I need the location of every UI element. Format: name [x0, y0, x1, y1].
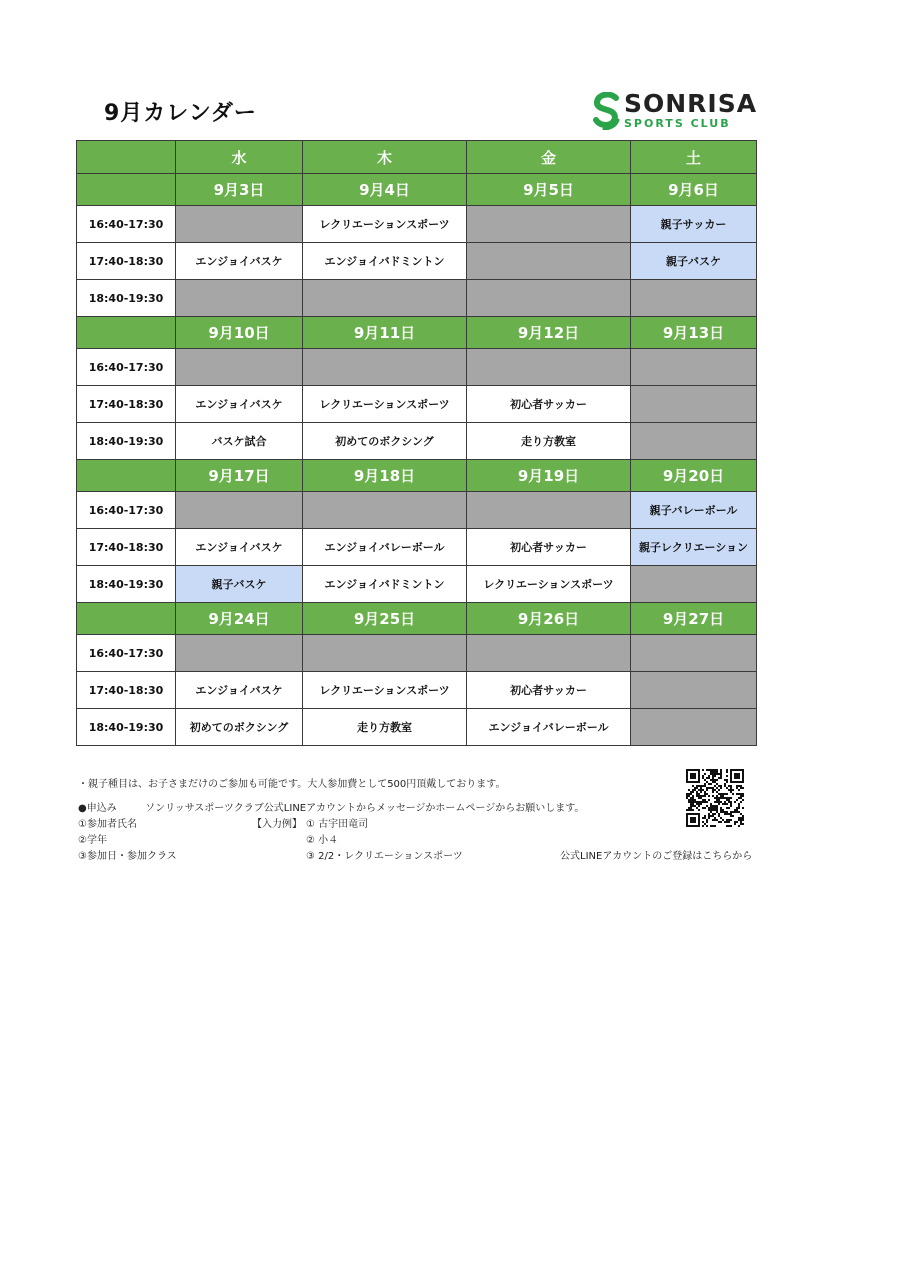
- date-row: [77, 603, 757, 635]
- date-sat: 9月20日: [631, 460, 757, 492]
- class-cell: 初心者サッカー: [467, 386, 631, 423]
- class-cell: バスケ試合: [176, 423, 303, 460]
- corner-cell: [77, 141, 176, 174]
- empty-cell: [631, 349, 757, 386]
- time-slot-row: [77, 206, 757, 243]
- empty-cell: [303, 280, 467, 317]
- time-slot-row: [77, 635, 757, 672]
- page-title: 9月カレンダー: [104, 101, 257, 126]
- date-row: [77, 317, 757, 349]
- qr-caption: 公式LINEアカウントのご登録はこちらから: [560, 851, 753, 862]
- class-cell: エンジョイバスケ: [176, 243, 303, 280]
- family-note: ・親子種目は、お子さまだけのご参加も可能です。大人参加費として500円頂戴しております。: [78, 779, 506, 790]
- class-cell: エンジョイバスケ: [176, 529, 303, 566]
- empty-cell: [303, 349, 467, 386]
- time-slot-label: 18:40-19:30: [77, 280, 176, 317]
- date-fri: 9月26日: [467, 603, 631, 635]
- class-cell: レクリエーションスポーツ: [303, 206, 467, 243]
- date-wed: 9月17日: [176, 460, 303, 492]
- time-slot-label: 18:40-19:30: [77, 423, 176, 460]
- time-slot-row: [77, 243, 757, 280]
- dow-wed: 水: [176, 141, 303, 174]
- class-cell: 親子レクリエーション: [631, 529, 757, 566]
- empty-cell: [631, 672, 757, 709]
- apply-label: ●申込み: [78, 803, 117, 814]
- date-row-corner: [77, 317, 176, 349]
- sonrisa-logo: [592, 89, 758, 132]
- time-slot-label: 17:40-18:30: [77, 386, 176, 423]
- date-fri: 9月12日: [467, 317, 631, 349]
- dow-sat: 土: [631, 141, 757, 174]
- time-slot-label: 17:40-18:30: [77, 529, 176, 566]
- empty-cell: [631, 423, 757, 460]
- date-thu: 9月11日: [303, 317, 467, 349]
- field-1: ①参加者氏名: [78, 819, 137, 830]
- empty-cell: [467, 280, 631, 317]
- time-slot-label: 16:40-17:30: [77, 206, 176, 243]
- empty-cell: [303, 492, 467, 529]
- date-sat: 9月6日: [631, 174, 757, 206]
- class-cell: エンジョイバレーボール: [467, 709, 631, 746]
- class-cell: 走り方教室: [303, 709, 467, 746]
- date-row-corner: [77, 174, 176, 206]
- date-thu: 9月18日: [303, 460, 467, 492]
- time-slot-row: [77, 566, 757, 603]
- time-slot-row: [77, 386, 757, 423]
- calendar-table: [76, 140, 757, 746]
- date-wed: 9月10日: [176, 317, 303, 349]
- class-cell: エンジョイバスケ: [176, 386, 303, 423]
- date-wed: 9月24日: [176, 603, 303, 635]
- time-slot-label: 18:40-19:30: [77, 566, 176, 603]
- empty-cell: [631, 386, 757, 423]
- time-slot-row: [77, 529, 757, 566]
- field-2: ②学年: [78, 835, 107, 846]
- class-cell: レクリエーションスポーツ: [303, 672, 467, 709]
- class-cell: レクリエーションスポーツ: [303, 386, 467, 423]
- example-3: ③ 2/2・レクリエーションスポーツ: [306, 851, 463, 862]
- empty-cell: [176, 206, 303, 243]
- class-cell: 親子バスケ: [631, 243, 757, 280]
- time-slot-label: 17:40-18:30: [77, 243, 176, 280]
- class-cell: エンジョイバドミントン: [303, 566, 467, 603]
- day-of-week-row: [77, 141, 757, 174]
- empty-cell: [631, 709, 757, 746]
- class-cell: 親子バレーボール: [631, 492, 757, 529]
- time-slot-row: [77, 349, 757, 386]
- sonrisa-logo-icon: [592, 92, 622, 130]
- class-cell: エンジョイバドミントン: [303, 243, 467, 280]
- example-label: 【入力例】: [252, 819, 302, 830]
- empty-cell: [176, 635, 303, 672]
- class-cell: 走り方教室: [467, 423, 631, 460]
- date-sat: 9月13日: [631, 317, 757, 349]
- date-sat: 9月27日: [631, 603, 757, 635]
- empty-cell: [467, 349, 631, 386]
- class-cell: 親子サッカー: [631, 206, 757, 243]
- time-slot-label: 18:40-19:30: [77, 709, 176, 746]
- dow-fri: 金: [467, 141, 631, 174]
- date-wed: 9月3日: [176, 174, 303, 206]
- class-cell: エンジョイバスケ: [176, 672, 303, 709]
- class-cell: 親子バスケ: [176, 566, 303, 603]
- empty-cell: [631, 280, 757, 317]
- time-slot-label: 16:40-17:30: [77, 492, 176, 529]
- empty-cell: [176, 492, 303, 529]
- class-cell: 初めてのボクシング: [176, 709, 303, 746]
- time-slot-row: [77, 280, 757, 317]
- line-qr-code-icon[interactable]: [686, 769, 744, 827]
- dow-thu: 木: [303, 141, 467, 174]
- empty-cell: [631, 635, 757, 672]
- empty-cell: [303, 635, 467, 672]
- empty-cell: [631, 566, 757, 603]
- class-cell: 初心者サッカー: [467, 529, 631, 566]
- empty-cell: [467, 206, 631, 243]
- class-cell: レクリエーションスポーツ: [467, 566, 631, 603]
- date-fri: 9月19日: [467, 460, 631, 492]
- time-slot-label: 17:40-18:30: [77, 672, 176, 709]
- class-cell: エンジョイバレーボール: [303, 529, 467, 566]
- date-row-corner: [77, 460, 176, 492]
- date-thu: 9月25日: [303, 603, 467, 635]
- class-cell: 初心者サッカー: [467, 672, 631, 709]
- field-3: ③参加日・参加クラス: [78, 851, 177, 862]
- empty-cell: [176, 280, 303, 317]
- example-1: ① 古宇田竜司: [306, 819, 369, 830]
- logo-sub-text: SPORTS CLUB: [624, 117, 731, 130]
- time-slot-label: 16:40-17:30: [77, 635, 176, 672]
- date-thu: 9月4日: [303, 174, 467, 206]
- example-2: ② 小４: [306, 835, 339, 846]
- logo-main-text: SONRISA: [624, 89, 758, 118]
- apply-line: [78, 799, 584, 814]
- class-cell: 初めてのボクシング: [303, 423, 467, 460]
- date-row: [77, 460, 757, 492]
- apply-text: ソンリッサスポーツクラブ公式LINEアカウントからメッセージかホームページからお願いします。: [145, 803, 585, 814]
- date-fri: 9月5日: [467, 174, 631, 206]
- time-slot-row: [77, 672, 757, 709]
- date-row-corner: [77, 603, 176, 635]
- empty-cell: [176, 349, 303, 386]
- time-slot-row: [77, 492, 757, 529]
- time-slot-row: [77, 423, 757, 460]
- empty-cell: [467, 492, 631, 529]
- time-slot-label: 16:40-17:30: [77, 349, 176, 386]
- empty-cell: [467, 635, 631, 672]
- empty-cell: [467, 243, 631, 280]
- date-row: [77, 174, 757, 206]
- time-slot-row: [77, 709, 757, 746]
